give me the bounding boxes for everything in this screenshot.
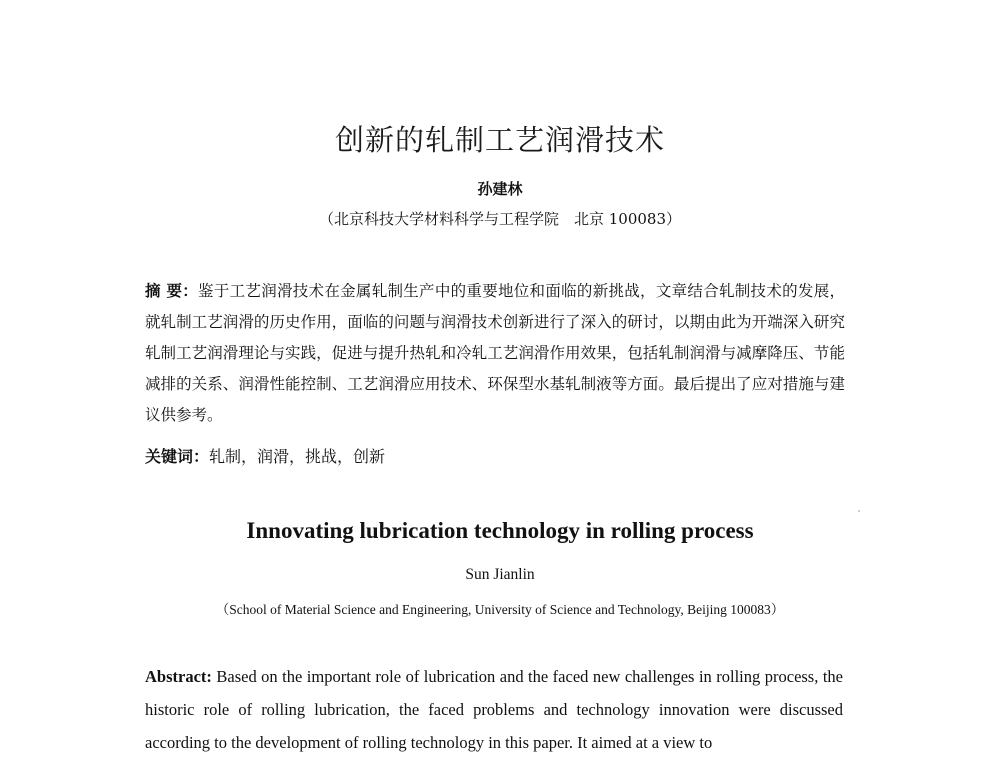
chinese-affiliation: （北京科技大学材料科学与工程学院 北京 100083） [318, 210, 682, 228]
chinese-keywords [145, 441, 845, 472]
scan-speck [858, 510, 860, 512]
chinese-keywords-text: 轧制，润滑，挑战，创新 [209, 447, 386, 466]
chinese-author: 孙建林 [477, 180, 523, 198]
english-title: Innovating lubrication technology in rolling process [246, 518, 754, 543]
english-author: Sun Jianlin [465, 566, 535, 583]
chinese-title: 创新的轧制工艺润滑技术 [334, 123, 665, 157]
chinese-abstract [145, 276, 845, 431]
english-affiliation: （School of Material Science and Engineering, University of Science and Technology, Beijing 100083） [215, 602, 785, 617]
english-abstract [145, 660, 843, 759]
chinese-abstract-label: 摘 要： [145, 282, 199, 300]
chinese-keywords-label: 关键词： [145, 447, 210, 466]
chinese-abstract-text: 鉴于工艺润滑技术在金属轧制生产中的重要地位和面临的新挑战，文章结合轧制技术的发展，就轧制工艺润滑的历史作用，面临的问题与润滑技术创新进行了深入的研讨，以期由此为开端深入研究轧制工艺润滑理论与实践，促进与提升热轧和冷轧工艺润滑作用效果，包括轧制润滑与减摩降压、节能减排的关系、润滑性能控制、工艺润滑应用技术、环保型水基轧制液等方面。最后提出了应对措施与建议供参考。 [145, 282, 845, 424]
english-abstract-label: Abstract: [145, 667, 212, 686]
english-abstract-text: Based on the important role of lubrication and the faced new challenges in rolling process, the historic role of rolling lubrication, the faced problems and technology innovation were discussed according to the development of rolling technology in this paper. It aimed at a view to [145, 667, 843, 752]
